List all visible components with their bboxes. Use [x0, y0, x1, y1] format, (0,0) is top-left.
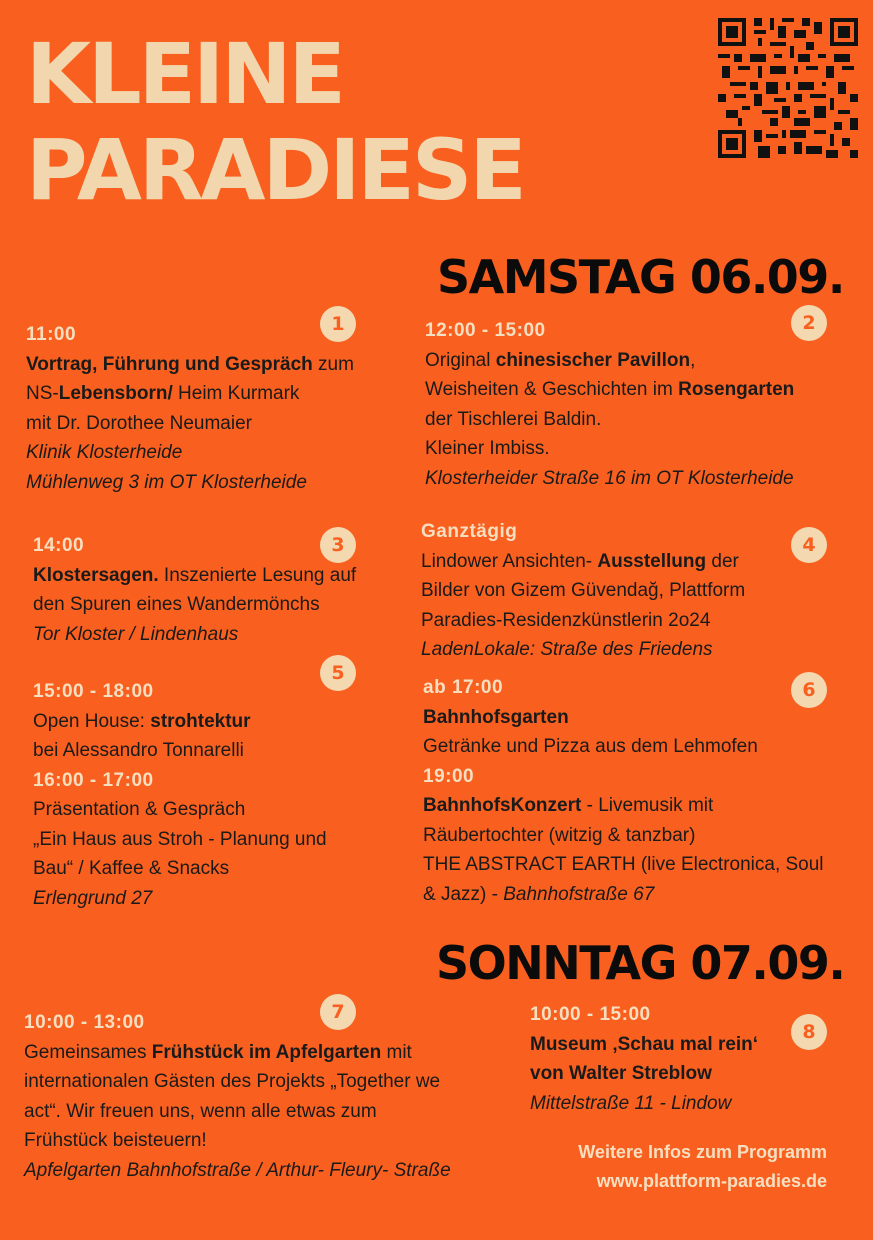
event-7-desc-1: internationalen Gästen des Projekts „Together we	[24, 1071, 441, 1092]
event-badge-4: 4	[791, 527, 827, 563]
event-8	[530, 1000, 758, 1118]
event-5	[33, 677, 327, 913]
event-3-title: Klostersagen. Inszenierte Lesung auf	[33, 564, 357, 586]
event-6-time: ab 17:00	[423, 677, 504, 698]
event-3	[33, 531, 356, 649]
event-badge-6: 6	[791, 672, 827, 708]
event-2	[425, 316, 794, 493]
event-badge-8: 8	[791, 1014, 827, 1050]
event-4-desc: Bilder von Gizem Güvendağ, Plattform	[421, 580, 746, 601]
event-6-band-2: THE ABSTRACT EARTH (live Electronica, Soul	[423, 854, 824, 875]
event-2-time: 12:00 - 15:00	[425, 320, 546, 341]
event-6-band-1: Räubertochter (witzig & tanzbar)	[423, 824, 696, 846]
event-5-topic-2: Bau“ / Kaffee & Snacks	[33, 858, 230, 879]
event-1-speaker: mit Dr. Dorothee Neumaier	[26, 412, 252, 434]
event-2-desc: Weisheiten & Geschichten im Rosengarten	[425, 379, 795, 400]
event-badge-5: 5	[320, 655, 356, 691]
event-5-desc: Präsentation & Gespräch	[33, 799, 246, 820]
event-6-title: Bahnhofsgarten	[423, 706, 569, 728]
event-7-desc-2: act“. Wir freuen uns, wenn alle etwas zum	[24, 1100, 377, 1122]
event-5-time2: 16:00 - 17:00	[33, 769, 154, 791]
event-2-food: Kleiner Imbiss.	[425, 438, 550, 459]
poster-title: KLEINE PARADIESE	[26, 25, 524, 219]
qr-code-icon[interactable]	[718, 18, 858, 158]
event-7	[24, 1008, 451, 1185]
event-6-time2: 19:00	[423, 765, 475, 787]
event-6	[423, 673, 824, 909]
event-6-address: & Jazz) - Bahnhofstraße 67	[423, 883, 655, 905]
event-7-time: 10:00 - 13:00	[24, 1012, 145, 1033]
event-5-topic: „Ein Haus aus Stroh - Planung und	[33, 828, 327, 850]
event-5-host: bei Alessandro Tonnarelli	[33, 740, 244, 761]
event-1-title: Vortrag, Führung und Gespräch zum	[26, 353, 354, 375]
event-8-subtitle: von Walter Streblow	[530, 1063, 712, 1084]
event-6-concert: BahnhofsKonzert - Livemusik mit	[423, 795, 714, 816]
footer-info-text: Weitere Infos zum Programm	[578, 1142, 827, 1162]
saturday-heading: SAMSTAG 06.09.	[437, 250, 844, 304]
event-7-desc-3: Frühstück beisteuern!	[24, 1130, 207, 1151]
event-4-place: LadenLokale: Straße des Friedens	[421, 639, 713, 660]
event-1-time: 11:00	[26, 324, 77, 345]
event-6-food: Getränke und Pizza aus dem Lehmofen	[423, 736, 758, 757]
sunday-heading: SONNTAG 07.09.	[436, 936, 845, 990]
event-2-title: Original chinesischer Pavillon,	[425, 349, 696, 371]
event-1-address: Mühlenweg 3 im OT Klosterheide	[26, 471, 307, 493]
event-2-host: der Tischlerei Baldin.	[425, 408, 602, 430]
event-4-artist: Paradies-Residenzkünstlerin 2o24	[421, 609, 711, 631]
event-badge-3: 3	[320, 527, 356, 563]
event-5-title: Open House: strohtektur	[33, 710, 251, 732]
event-4	[421, 517, 745, 665]
event-5-time: 15:00 - 18:00	[33, 681, 154, 702]
event-badge-1: 1	[320, 306, 356, 342]
footer-website-link[interactable]: www.plattform-paradies.de	[596, 1171, 827, 1191]
event-7-title: Gemeinsames Frühstück im Apfelgarten mit	[24, 1041, 412, 1063]
event-5-place: Erlengrund 27	[33, 887, 153, 909]
footer-info	[578, 1138, 827, 1196]
event-3-place: Tor Kloster / Lindenhaus	[33, 623, 239, 645]
event-8-time: 10:00 - 15:00	[530, 1004, 651, 1025]
event-8-title: Museum ‚Schau mal rein‘	[530, 1033, 759, 1055]
event-badge-2: 2	[791, 305, 827, 341]
event-1	[26, 320, 354, 497]
event-1-place: Klinik Klosterheide	[26, 442, 183, 463]
event-1-topic: NS-Lebensborn/ Heim Kurmark	[26, 383, 300, 404]
event-7-place: Apfelgarten Bahnhofstraße / Arthur- Fleury- Straße	[24, 1159, 451, 1181]
event-4-title: Lindower Ansichten- Ausstellung der	[421, 550, 739, 572]
event-4-time: Ganztägig	[421, 521, 518, 542]
event-3-desc: den Spuren eines Wandermönchs	[33, 594, 320, 615]
event-badge-7: 7	[320, 994, 356, 1030]
event-8-place: Mittelstraße 11 - Lindow	[530, 1092, 732, 1114]
event-2-address: Klosterheider Straße 16 im OT Klosterheide	[425, 467, 794, 489]
event-3-time: 14:00	[33, 535, 85, 556]
